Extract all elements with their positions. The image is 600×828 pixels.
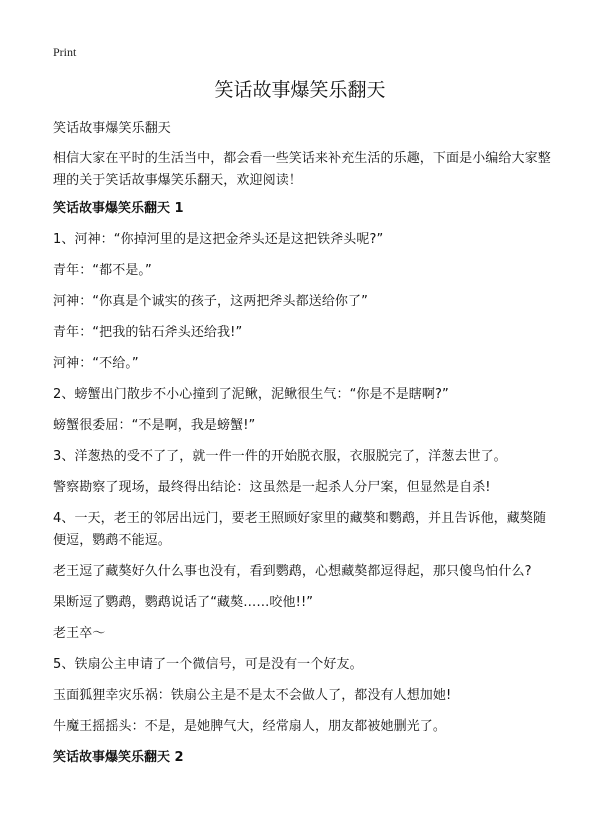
joke-line-14: 5、铁扇公主申请了一个微信号，可是没有一个好友。: [53, 657, 363, 672]
joke-line-1: 1、河神：“你掉河里的是这把金斧头还是这把铁斧头呢?”: [53, 232, 384, 247]
joke-line-5: 河神：“不给。”: [53, 356, 139, 371]
document-title: 笑话故事爆笑乐翻天: [214, 79, 386, 101]
joke-line-10: 4、一天，老王的邻居出远门，要老王照顾好家里的藏獒和鹦鹉，并且告诉他，藏獒随便逗，鹦鹉不能逗。: [53, 511, 547, 548]
intro-paragraph: 相信大家在平时的生活当中，都会看一些笑话来补充生活的乐趣，下面是小编给大家整理的关于笑话故事爆笑乐翻天，欢迎阅读！: [53, 151, 551, 188]
joke-line-7: 螃蟹很委屈：“不是啊，我是螃蟹!”: [53, 418, 256, 433]
joke-line-6: 2、螃蟹出门散步不小心撞到了泥鳅，泥鳅很生气：“你是不是瞎啊?”: [53, 387, 449, 402]
joke-line-16: 牛魔王摇摇头：不是，是她脾气大，经常扇人，朋友都被她删光了。: [53, 719, 447, 734]
document-subtitle: 笑话故事爆笑乐翻天: [53, 121, 171, 136]
print-link[interactable]: Print: [53, 45, 77, 59]
joke-line-15: 玉面狐狸幸灾乐祸：铁扇公主是不是太不会做人了，都没有人想加她!: [53, 688, 452, 703]
joke-line-9: 警察勘察了现场，最终得出结论：这虽然是一起杀人分尸案，但显然是自杀!: [53, 480, 491, 495]
joke-line-2: 青年：“都不是。”: [53, 263, 152, 278]
section-heading-2: 笑话故事爆笑乐翻天 2: [53, 750, 184, 765]
joke-line-3: 河神：“你真是个诚实的孩子，这两把斧头都送给你了”: [53, 294, 368, 309]
joke-line-4: 青年：“把我的钻石斧头还给我!”: [53, 325, 243, 340]
joke-line-12: 果断逗了鹦鹉，鹦鹉说话了“藏獒……咬他!!”: [53, 595, 314, 610]
joke-line-11: 老王逗了藏獒好久什么事也没有，看到鹦鹉，心想藏獒都逗得起，那只傻鸟怕什么?: [53, 564, 532, 579]
joke-line-8: 3、洋葱热的受不了了，就一件一件的开始脱衣服，衣服脱完了，洋葱去世了。: [53, 449, 507, 464]
joke-line-13: 老王卒～: [53, 626, 106, 641]
section-heading-1: 笑话故事爆笑乐翻天 1: [53, 201, 184, 216]
section-1-lines: [53, 229, 553, 738]
document-body: [53, 118, 553, 778]
